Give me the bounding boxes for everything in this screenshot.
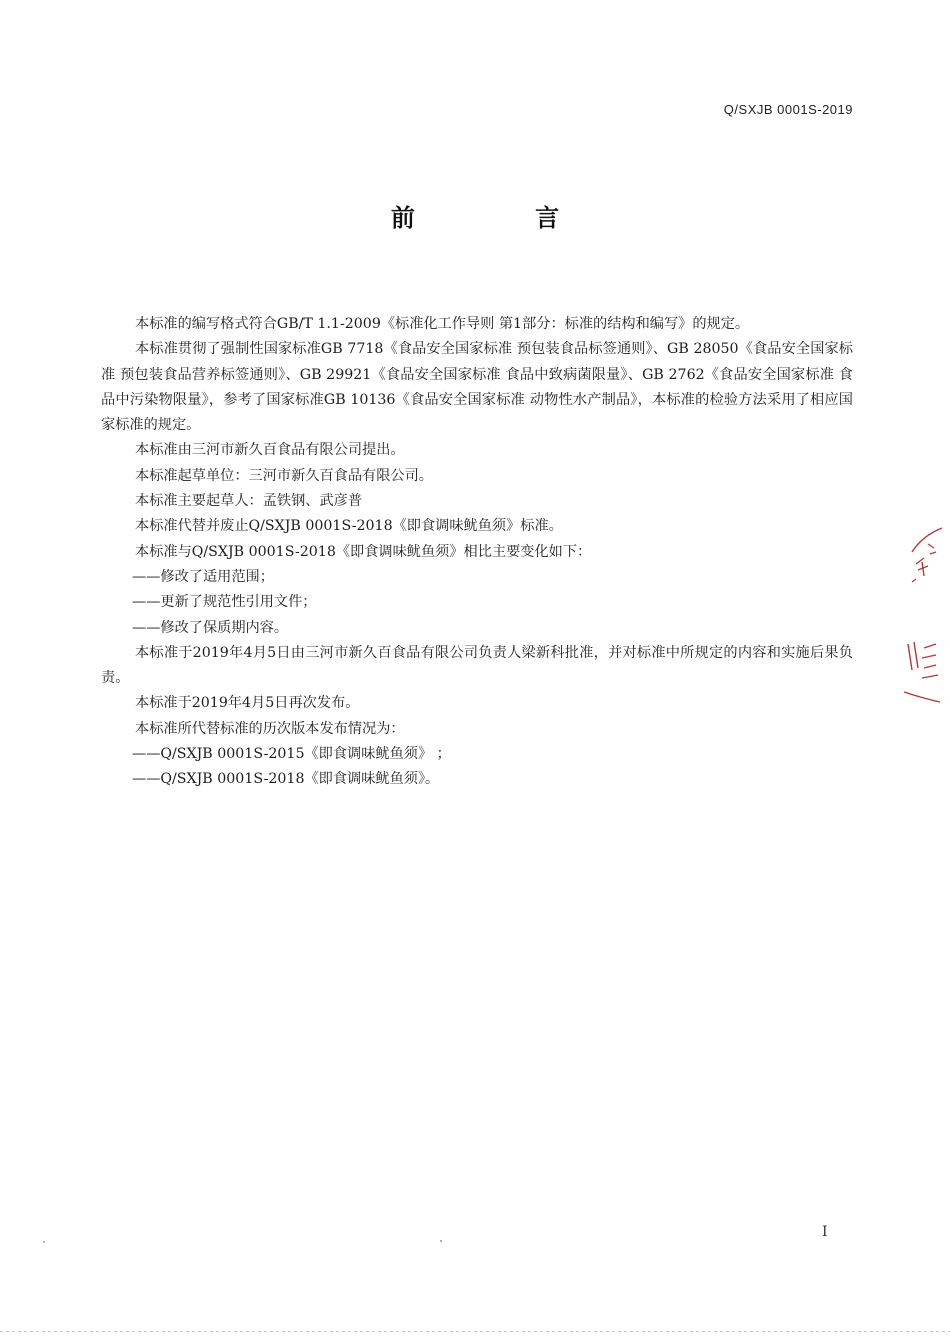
paragraph: 本标准起草单位：三河市新久百食品有限公司。 (135, 467, 433, 484)
paragraph: 本标准所代替标准的历次版本发布情况为： (135, 720, 405, 737)
change-list-item: ——修改了适用范围； (132, 568, 274, 585)
paragraph: 本标准的编写格式符合GB/T 1.1-2009《标准化工作导则 第1部分：标准的结构和编写》的规定。 (135, 316, 750, 332)
paragraph: 本标准于2019年4月5日由三河市新久百食品有限公司负责人梁新科批准，并对标准中所规定的内容和实施后果负责。 (101, 644, 853, 687)
seal-stamp-edge-bottom (898, 636, 942, 706)
page-title: 前 言 (390, 204, 616, 232)
seal-stamp-edge-top (898, 522, 942, 592)
document-code: Q/SXJB 0001S-2019 (723, 102, 853, 117)
paragraph: 本标准于2019年4月5日再次发布。 (135, 695, 360, 712)
scan-speck (440, 1240, 442, 1242)
change-list-item: ——修改了保质期内容。 (132, 619, 289, 636)
scan-edge-line (0, 1331, 950, 1332)
paragraph: 本标准与Q/SXJB 0001S-2018《即食调味鱿鱼须》相比主要变化如下： (135, 543, 592, 560)
scan-speck (43, 1241, 45, 1243)
change-list-item: ——更新了规范性引用文件； (132, 594, 317, 611)
paragraph: 本标准主要起草人：孟铁钢、武彦普 (135, 493, 363, 510)
history-list-item: ——Q/SXJB 0001S-2018《即食调味鱿鱼须》。 (132, 771, 440, 788)
document-body (101, 312, 853, 793)
paragraph: 本标准由三河市新久百食品有限公司提出。 (135, 442, 405, 459)
paragraph: 本标准代替并废止Q/SXJB 0001S-2018《即食调味鱿鱼须》标准。 (135, 518, 563, 535)
paragraph: 本标准贯彻了强制性国家标准GB 7718《食品安全国家标准 预包装食品标签通则》、GB 28050《食品安全国家标准 预包装食品营养标签通则》、GB 29921《食品安全国家标准 食品中致病菌限量》、GB 2762《食品安全国家标准 食品中污染物限量》，参考了国家标准GB 10136《食品安全国家标准 动物性水产制品》，本标准的检验方法采用了相应国家标准的规定。 (101, 341, 853, 434)
history-list-item: ——Q/SXJB 0001S-2015《即食调味鱿鱼须》 ； (132, 746, 451, 763)
page-number: I (822, 1224, 828, 1240)
